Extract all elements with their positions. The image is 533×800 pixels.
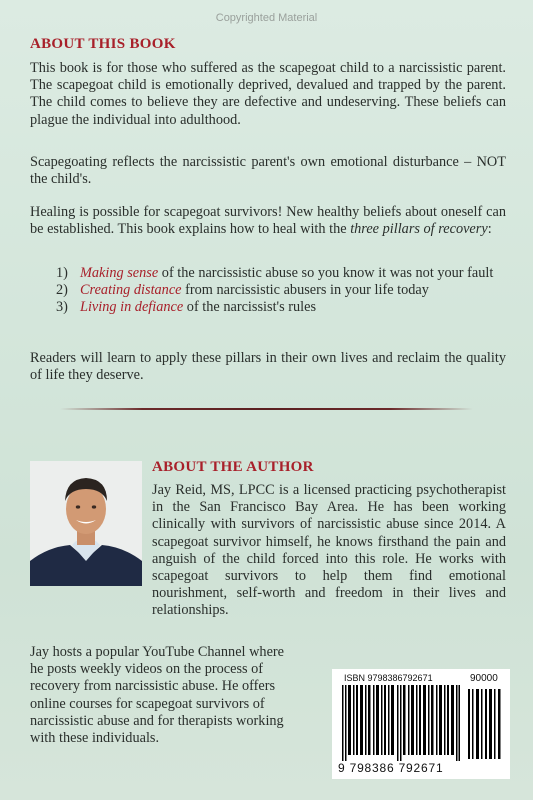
about-author-heading: ABOUT THE AUTHOR — [152, 459, 314, 475]
isbn-barcode — [332, 669, 510, 779]
about-book-paragraph-1: This book is for those who suffered as the scapegoat child to a narcissistic parent. The scapegoat child is emotionally deprived, devalued and trapped by the parent. The child comes to believe they are defective and undeserving. These beliefs can plague the individual into adulthood. — [30, 60, 506, 128]
pillar-text: from narcissistic abusers in your life today — [181, 282, 429, 299]
about-author-paragraph-1-top — [152, 482, 506, 620]
pillar-item-3 — [56, 299, 506, 316]
about-author-paragraph-2: Jay hosts a popular YouTube Channel where he posts weekly videos on the process of recovery from narcissistic abuse. He offers online courses for scapegoat survivors of narcissistic abuse and for therapists working with these individuals. — [30, 644, 285, 747]
pillar-title: Making sense — [80, 265, 159, 281]
price-barcode-icon — [468, 689, 502, 759]
about-book-heading: ABOUT THIS BOOK — [30, 36, 176, 52]
paragraph-3-text: Healing is possible for scapegoat survivors! New healthy beliefs about oneself can be established. This book explains how to heal with the — [30, 204, 506, 238]
pillars-list — [56, 265, 506, 317]
author-portrait-icon — [30, 461, 142, 586]
pillar-number: 2) — [56, 282, 68, 299]
copyright-watermark: Copyrighted Material — [215, 12, 318, 24]
pillar-number: 3) — [56, 299, 68, 316]
isbn-label: ISBN 9798386792671 — [344, 673, 433, 683]
pillar-item-1 — [56, 265, 506, 282]
pillar-title: Living in defiance — [80, 299, 184, 316]
section-divider — [60, 408, 473, 410]
pillar-text: of the narcissistic abuse so you know it was not your fault — [158, 265, 494, 281]
author-photo — [30, 461, 142, 586]
about-book-paragraph-2: Scapegoating reflects the narcissistic parent's own emotional disturbance – NOT the child's. — [30, 154, 506, 188]
pillar-text: of the narcissist's rules — [183, 299, 317, 316]
paragraph-3-colon: : — [487, 221, 492, 238]
pillar-title: Creating distance — [80, 282, 182, 299]
about-book-paragraph-3 — [30, 204, 506, 238]
pillar-number: 1) — [56, 265, 68, 281]
isbn-digits: 9 798386 792671 — [338, 761, 444, 775]
barcode-bars-icon — [342, 685, 460, 761]
about-book-paragraph-4: Readers will learn to apply these pillars in their own lives and reclaim the quality of life they deserve. — [30, 350, 506, 384]
pillar-item-2 — [56, 282, 506, 299]
author-bio-text: Jay Reid, MS, LPCC is a licensed practicing psychotherapist in the San Francisco Bay Area. He has been working clinically with survivors of narcissistic abuse since 2014. A scapegoat survivor himself, he knows firsthand the pain and anguish of the child forced into this role. He works with scapegoat survivors to help them find emotional nourishment, self-worth and freedom in their lives and relationships. — [152, 482, 506, 619]
price-code: 90000 — [470, 673, 498, 684]
three-pillars-phrase: three pillars of recovery — [350, 221, 488, 238]
